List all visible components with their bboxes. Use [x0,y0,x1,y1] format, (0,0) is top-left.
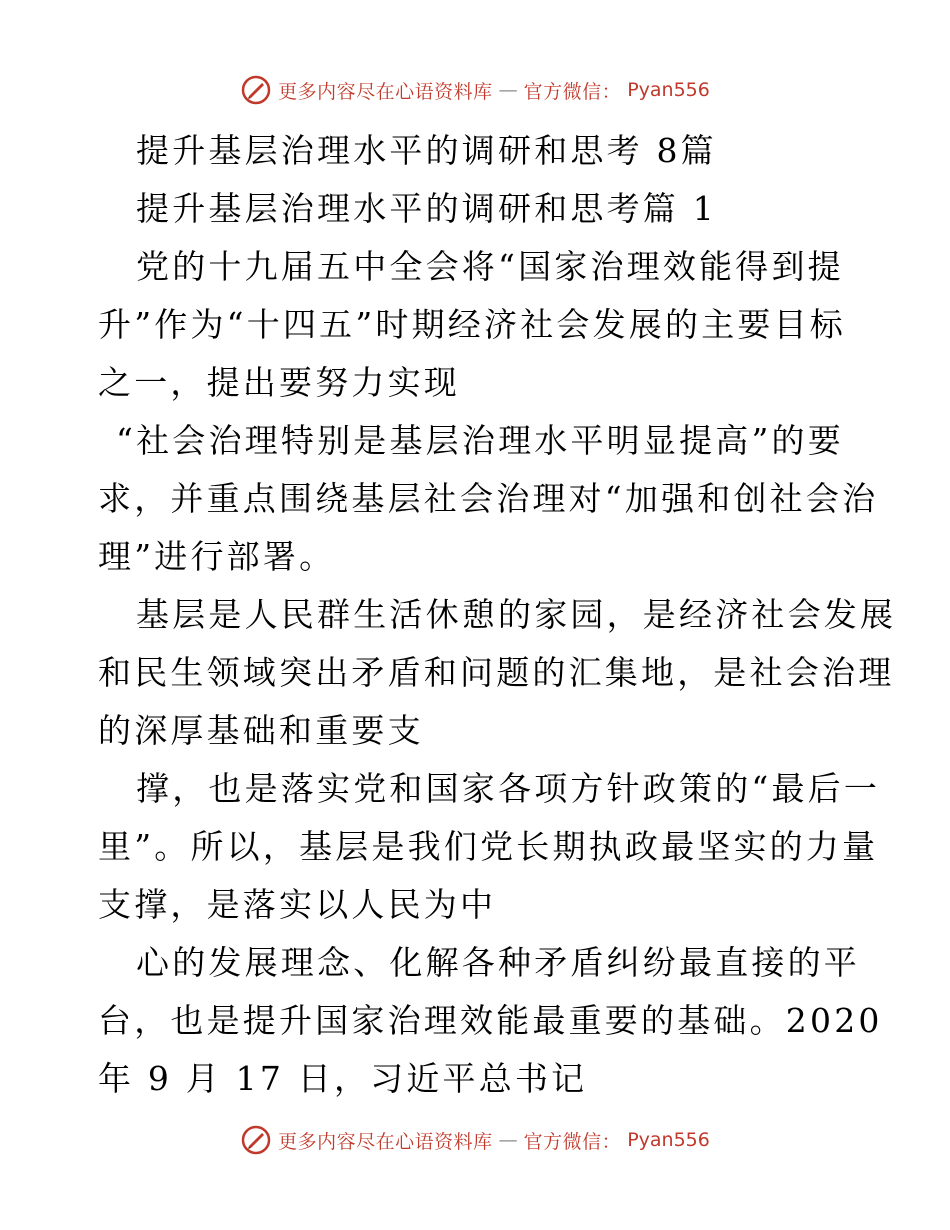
quill-circle-icon [240,1124,272,1156]
footer-watermark [0,1122,950,1158]
watermark-contact-label: 官方微信： [523,80,622,103]
paragraph-line: 和民生领域突出矛盾和问题的汇集地，是社会治理 [98,653,895,692]
paragraph-line: 心的发展理念、化解各种矛盾纠纷最直接的平 [136,943,860,982]
quill-circle-icon [240,74,272,106]
watermark-contact-id: Pyan556 [627,79,710,101]
paragraph-line: 台，也是提升国家治理效能最重要的基础。2020 [98,1001,883,1040]
paragraph-line: 撑，也是落实党和国家各项方针政策的“最后一 [136,769,881,808]
paragraph-line: 支撑，是落实以人民为中 [98,885,497,924]
watermark-contact-id: Pyan556 [627,1129,710,1151]
watermark-site-text: 更多内容尽在心语资料库 [278,1130,493,1153]
watermark-contact-label: 官方微信： [523,1130,622,1153]
watermark-separator: — [498,1129,518,1151]
paragraph-line: 里”。所以，基层是我们党长期执政最坚实的力量 [98,827,879,866]
paragraph-line: 基层是人民群生活休憩的家园，是经济社会发展 [136,595,897,634]
paragraph-line: 理”进行部署。 [98,537,336,576]
paragraph-line: “社会治理特别是基层治理水平明显提高”的要 [116,421,844,460]
paragraph-line: 求，并重点围绕基层社会治理对“加强和创社会治 [98,479,879,518]
header-watermark [0,72,950,108]
paragraph-line: 升”作为“十四五”时期经济社会发展的主要目标 [98,305,847,344]
paragraph-line: 的深厚基础和重要支 [98,711,424,750]
watermark-separator: — [498,79,518,101]
document-subtitle: 提升基层治理水平的调研和思考篇 1 [136,189,717,228]
paragraph-line: 党的十九届五中全会将“国家治理效能得到提 [136,247,844,286]
paragraph-line: 年 9 月 17 日，习近平总书记 [98,1059,588,1098]
watermark-site-text: 更多内容尽在心语资料库 [278,80,493,103]
paragraph-line: 之一，提出要努力实现 [98,363,460,402]
document-title: 提升基层治理水平的调研和思考 8篇 [136,131,717,170]
document-body [98,122,897,1108]
